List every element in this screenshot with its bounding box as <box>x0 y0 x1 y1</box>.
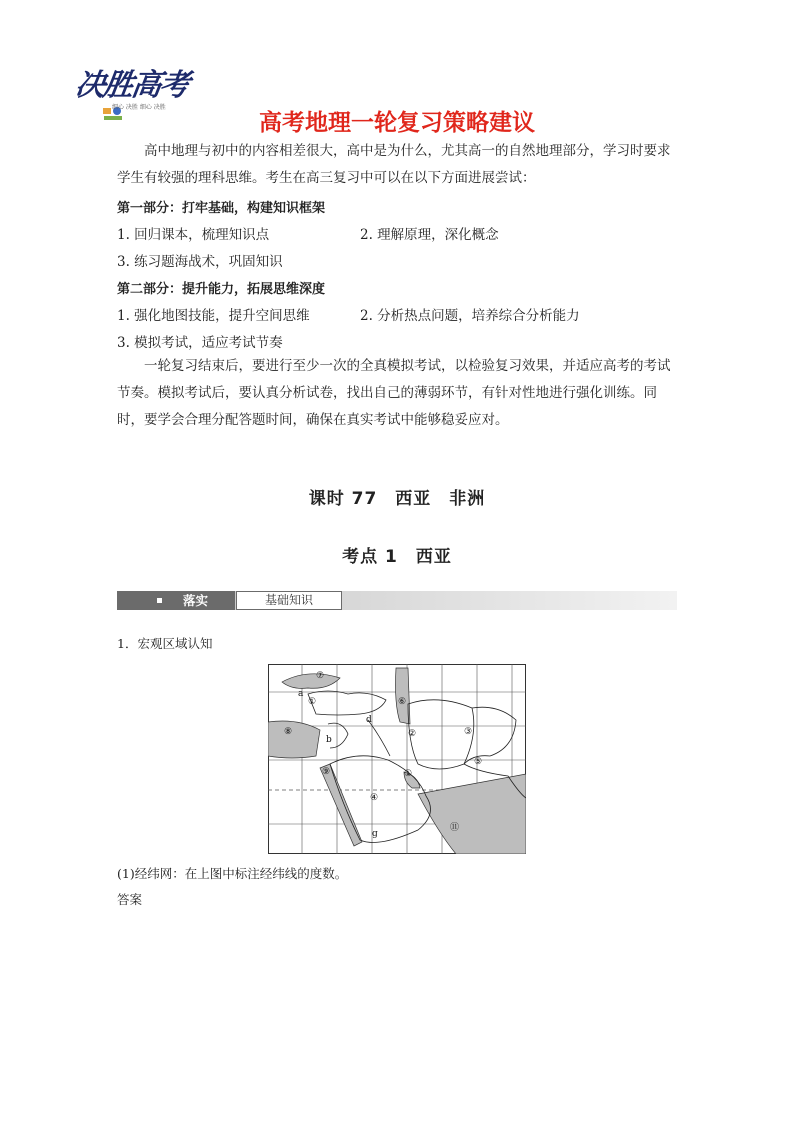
map-label: ④ <box>370 793 379 803</box>
part1-heading: 第一部分：打牢基础，构建知识框架 <box>117 201 326 216</box>
map-label: ⑤ <box>474 757 483 767</box>
square-bullet-icon <box>157 598 162 603</box>
map-label: d <box>366 715 372 725</box>
map-label: ⑨ <box>322 767 331 777</box>
part1-item-3: 3. 练习题海战术，巩固知识 <box>117 254 283 270</box>
map-label: ⑦ <box>316 671 325 681</box>
page-title: 高考地理一轮复习策略建议 <box>259 110 535 136</box>
part2-heading: 第二部分：提升能力，拓展思维深度 <box>117 282 326 297</box>
section-label-text: 落实 <box>183 593 209 608</box>
map-label: a <box>298 689 304 699</box>
intro-paragraph: 高中地理与初中的内容相差很大，高中是为什么，尤其高一的自然地理部分，学习时要求学生有较强的理科思维。考生在高三复习中可以在以下方面进展尝试： <box>117 143 671 186</box>
map-label: ① <box>308 697 317 707</box>
logo-text: 决胜高考 <box>73 68 190 103</box>
section-label-dark <box>117 591 235 610</box>
map-label: ⑪ <box>450 823 460 833</box>
map-label: ③ <box>464 727 473 737</box>
part2-item-3: 3. 模拟考试，适应考试节奏 <box>117 335 283 351</box>
map-label: ② <box>408 729 417 739</box>
part1-item-1: 1. 回归课本，梳理知识点 <box>117 227 270 243</box>
map-label: b <box>326 735 332 745</box>
logo-subtitle: 细心 决胜 细心 决胜 <box>112 104 166 111</box>
question-1: 1．宏观区域认知 <box>117 636 213 651</box>
map-label: ⑧ <box>284 727 293 737</box>
part1-item-2: 2. 理解原理，深化概念 <box>360 227 499 243</box>
part2-item-2: 2. 分析热点问题，培养综合分析能力 <box>360 308 580 324</box>
west-asia-map <box>268 664 526 854</box>
section-tab: 基础知识 <box>236 591 342 610</box>
question-1-sub: (1)经纬网：在上图中标注经纬线的度数。 <box>117 866 348 881</box>
map-label: ① <box>404 769 413 779</box>
map-label: ⑥ <box>398 697 407 707</box>
point-title: 考点 1 西亚 <box>342 547 452 567</box>
part2-item-1: 1. 强化地图技能，提升空间思维 <box>117 308 310 324</box>
map-label: g <box>372 829 378 839</box>
closing-paragraph: 一轮复习结束后，要进行至少一次的全真模拟考试，以检验复习效果，并适应高考的考试节奏。模拟考试后，要认真分析试卷，找出自己的薄弱环节，有针对性地进行强化训练。同时，要学会合理分配答题时间，确保在真实考试中能够稳妥应对。 <box>117 358 671 428</box>
lesson-title: 课时 77 西亚 非洲 <box>308 489 486 509</box>
answer-label: 答案 <box>117 892 143 907</box>
